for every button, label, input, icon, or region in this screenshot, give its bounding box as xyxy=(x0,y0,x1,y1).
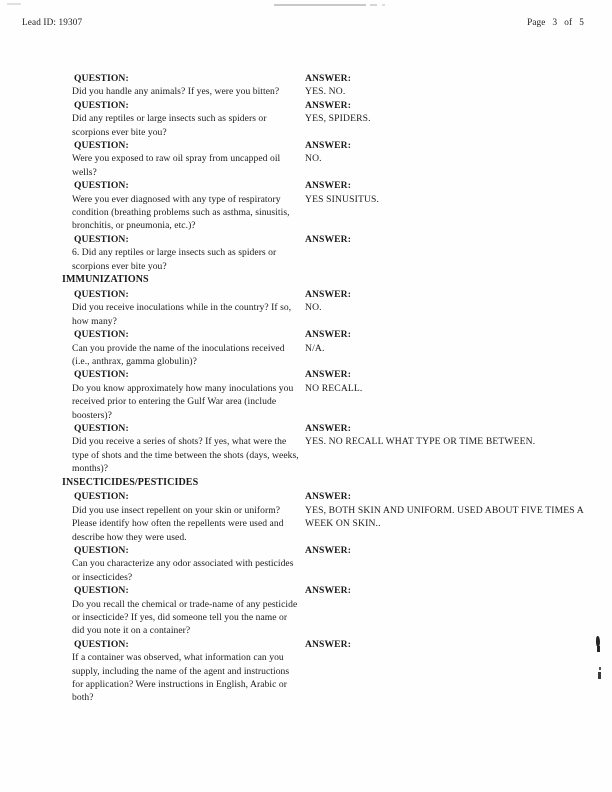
question-column xyxy=(72,422,300,476)
page-total: 5 xyxy=(579,17,584,27)
section-heading: INSECTICIDES/PESTICIDES xyxy=(62,476,199,488)
question-label: QUESTION: xyxy=(74,288,129,300)
scan-speck xyxy=(597,646,600,652)
answer-label: ANSWER: xyxy=(305,99,352,111)
question-column xyxy=(72,99,300,139)
scan-artifact-line xyxy=(274,4,366,6)
page-number-text xyxy=(527,17,584,27)
question-text: Did any reptiles or large insects such as spiders or scorpions ever bite you? xyxy=(72,113,267,138)
question-text: Did you receive inoculations while in the country? If so, how many? xyxy=(72,302,292,327)
answer-text: NO RECALL. xyxy=(305,382,363,394)
question-column xyxy=(72,368,300,422)
answer-label: ANSWER: xyxy=(305,491,352,503)
question-column xyxy=(72,638,300,705)
question-text: Do you know approximately how many inoculations you received prior to entering the Gulf War area (include boosters)? xyxy=(72,382,294,421)
question-label: QUESTION: xyxy=(74,545,129,556)
answer-text: NO. xyxy=(305,153,322,165)
answer-text: YES SINUSITUS. xyxy=(305,193,380,205)
answer-text: YES, BOTH SKIN AND UNIFORM. USED ABOUT FIVE TIMES A WEEK ON SKIN.. xyxy=(305,504,584,530)
answer-column xyxy=(305,179,585,206)
answer-column xyxy=(305,368,585,395)
question-label: QUESTION: xyxy=(74,585,129,597)
question-label: QUESTION: xyxy=(74,369,129,381)
answer-label: ANSWER: xyxy=(305,233,352,245)
answer-label: ANSWER: xyxy=(305,545,352,556)
question-column xyxy=(72,288,300,328)
page-of-word: of xyxy=(564,17,573,27)
question-label: QUESTION: xyxy=(74,73,129,84)
question-column xyxy=(72,584,300,638)
answer-column xyxy=(305,99,585,126)
answer-text: NO. xyxy=(305,302,322,314)
answer-column xyxy=(305,72,585,99)
question-label: QUESTION: xyxy=(74,638,129,650)
scan-speck xyxy=(599,667,601,670)
question-label: QUESTION: xyxy=(74,140,129,151)
answer-column xyxy=(305,422,585,449)
answer-column xyxy=(305,638,585,651)
question-text: Did you handle any animals? If yes, were you bitten? xyxy=(72,86,280,98)
question-label: QUESTION: xyxy=(74,233,129,245)
answer-column xyxy=(305,584,585,597)
answer-label: ANSWER: xyxy=(305,422,352,434)
answer-column xyxy=(305,288,585,315)
answer-label: ANSWER: xyxy=(305,288,352,300)
question-column xyxy=(72,233,300,273)
answer-label: ANSWER: xyxy=(305,73,352,84)
question-text: Were you exposed to raw oil spray from uncapped oil wells? xyxy=(72,153,281,178)
page-header xyxy=(0,17,612,31)
page-current: 3 xyxy=(552,17,558,27)
question-column xyxy=(72,328,300,368)
answer-label: ANSWER: xyxy=(305,585,352,597)
answer-text: YES. NO RECALL WHAT TYPE OR TIME BETWEEN. xyxy=(305,436,536,448)
answer-label: ANSWER: xyxy=(305,140,352,151)
answer-label: ANSWER: xyxy=(305,329,352,341)
answer-column xyxy=(305,328,585,355)
answer-column xyxy=(305,544,585,557)
question-text: Did you use insect repellent on your skin or uniform? Please identify how often the repellents were used and describe how they were used. xyxy=(72,504,284,543)
scan-artifact-dot xyxy=(370,4,377,6)
scan-artifact-dot xyxy=(7,3,21,5)
page-word: Page xyxy=(527,17,546,27)
answer-label: ANSWER: xyxy=(305,369,352,381)
question-text: If a container was observed, what information can you supply, including the name of the agent and instructions for application? Were instructions in English, Arabic or both? xyxy=(72,652,290,704)
answer-column xyxy=(305,233,585,246)
question-column xyxy=(72,544,300,584)
question-label: QUESTION: xyxy=(74,329,129,341)
answer-text: YES, SPIDERS. xyxy=(305,113,371,125)
answer-text: N/A. xyxy=(305,342,325,354)
question-label: QUESTION: xyxy=(74,180,129,192)
question-column xyxy=(72,72,300,99)
question-text: Do you recall the chemical or trade-name of any pesticide or insecticide? If yes, did someone tell you the name or did you note it on a container? xyxy=(72,598,298,637)
answer-column xyxy=(305,490,585,530)
answer-label: ANSWER: xyxy=(305,638,352,650)
question-label: QUESTION: xyxy=(74,99,129,111)
lead-id-text: Lead ID: 19307 xyxy=(22,17,83,27)
answer-label: ANSWER: xyxy=(305,180,352,192)
question-label: QUESTION: xyxy=(74,422,129,434)
section-heading: IMMUNIZATIONS xyxy=(62,274,149,285)
question-text: 6. Did any reptiles or large insects such as spiders or scorpions ever bite you? xyxy=(72,247,277,272)
question-column xyxy=(72,179,300,233)
question-label: QUESTION: xyxy=(74,491,129,503)
question-column xyxy=(72,139,300,179)
question-text: Were you ever diagnosed with any type of respiratory condition (breathing problems such as asthma, sinusitis, bronchitis, or pneumonia, etc.)? xyxy=(72,193,290,232)
answer-column xyxy=(305,139,585,166)
scan-speck xyxy=(598,672,601,679)
answer-text: YES. NO. xyxy=(305,86,346,98)
question-text: Did you receive a series of shots? If yes, what were the type of shots and the time between the shots (days, weeks, months)? xyxy=(72,436,299,475)
scan-artifact-dot xyxy=(382,4,385,6)
question-column xyxy=(72,490,300,544)
question-text: Can you provide the name of the inoculations received (i.e., anthrax, gamma globulin)? xyxy=(72,342,285,367)
question-text: Can you characterize any odor associated with pesticides or insecticides? xyxy=(72,558,294,583)
